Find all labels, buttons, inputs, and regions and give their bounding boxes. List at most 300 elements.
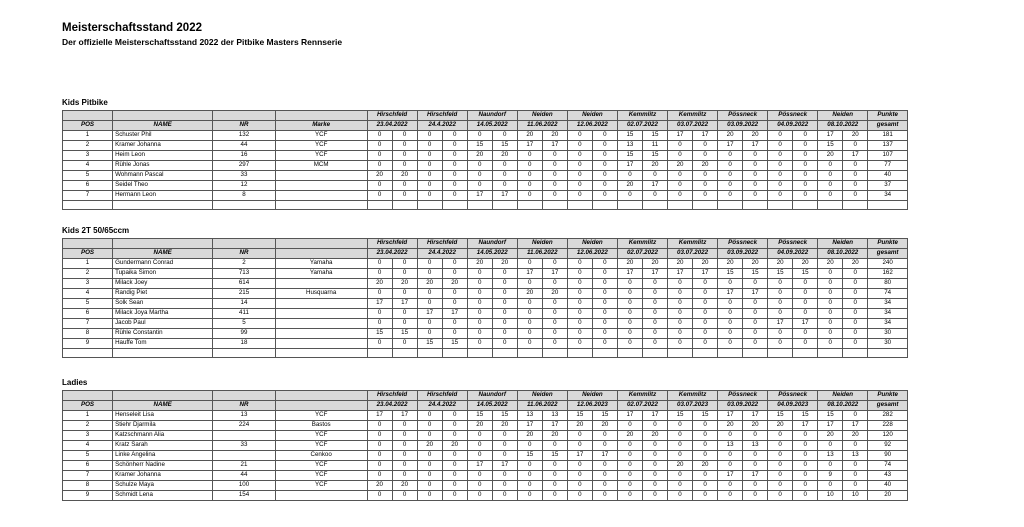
cell-total: 228 bbox=[868, 421, 908, 431]
blank-row bbox=[63, 349, 908, 358]
cell-score: 20 bbox=[542, 131, 567, 141]
cell-score: 0 bbox=[843, 461, 868, 471]
event-place: Neiden bbox=[567, 239, 617, 249]
cell-score: 0 bbox=[818, 171, 843, 181]
cell-score: 20 bbox=[442, 441, 467, 451]
cell-score: 0 bbox=[592, 279, 617, 289]
cell-score: 0 bbox=[517, 319, 542, 329]
cell-score: 0 bbox=[693, 279, 718, 289]
blank-cell bbox=[617, 201, 642, 210]
cell-brand bbox=[275, 329, 367, 339]
cell-score: 0 bbox=[442, 269, 467, 279]
cell-brand: Yamaha bbox=[275, 269, 367, 279]
cell-score: 0 bbox=[417, 299, 442, 309]
cell-score: 0 bbox=[492, 481, 517, 491]
cell-score: 15 bbox=[542, 451, 567, 461]
cell-score: 0 bbox=[442, 299, 467, 309]
cell-score: 0 bbox=[442, 451, 467, 461]
cell-score: 0 bbox=[793, 339, 818, 349]
cell-score: 0 bbox=[793, 299, 818, 309]
cell-score: 0 bbox=[442, 481, 467, 491]
blank-cell bbox=[63, 201, 113, 210]
blank-cell bbox=[213, 201, 276, 210]
cell-score: 0 bbox=[467, 471, 492, 481]
header-empty-cell bbox=[63, 391, 113, 401]
cell-total: 40 bbox=[868, 171, 908, 181]
cell-score: 15 bbox=[642, 131, 667, 141]
cell-score: 0 bbox=[818, 279, 843, 289]
cell-name: Schulze Maya bbox=[113, 481, 213, 491]
cell-score: 0 bbox=[442, 461, 467, 471]
cell-pos: 3 bbox=[63, 151, 113, 161]
event-date: 08.10.2022 bbox=[818, 249, 868, 259]
cell-score: 0 bbox=[517, 299, 542, 309]
cell-score: 0 bbox=[392, 461, 417, 471]
cell-score: 20 bbox=[718, 131, 743, 141]
cell-nr: 8 bbox=[213, 191, 276, 201]
event-date: 03.09.2022 bbox=[718, 401, 768, 411]
cell-score: 15 bbox=[768, 269, 793, 279]
blank-cell bbox=[63, 349, 113, 358]
cell-score: 0 bbox=[818, 299, 843, 309]
cell-score: 0 bbox=[367, 141, 392, 151]
cell-score: 0 bbox=[567, 171, 592, 181]
cell-score: 0 bbox=[668, 151, 693, 161]
cell-score: 17 bbox=[793, 319, 818, 329]
event-date: 02.07.2022 bbox=[617, 401, 667, 411]
cell-score: 20 bbox=[442, 279, 467, 289]
cell-score: 0 bbox=[693, 339, 718, 349]
cell-score: 0 bbox=[592, 259, 617, 269]
cell-score: 17 bbox=[467, 191, 492, 201]
cell-total: 162 bbox=[868, 269, 908, 279]
cell-pos: 1 bbox=[63, 259, 113, 269]
cell-score: 17 bbox=[718, 141, 743, 151]
blank-cell bbox=[642, 201, 667, 210]
cell-score: 0 bbox=[642, 319, 667, 329]
cell-score: 17 bbox=[693, 131, 718, 141]
cell-score: 0 bbox=[818, 339, 843, 349]
cell-score: 0 bbox=[517, 279, 542, 289]
cell-score: 0 bbox=[843, 171, 868, 181]
table-row bbox=[63, 441, 908, 451]
cell-score: 15 bbox=[617, 131, 642, 141]
cell-score: 0 bbox=[642, 481, 667, 491]
cell-brand: YCF bbox=[275, 151, 367, 161]
blank-cell bbox=[642, 349, 667, 358]
cell-score: 0 bbox=[592, 339, 617, 349]
cell-score: 17 bbox=[542, 421, 567, 431]
cell-score: 17 bbox=[642, 269, 667, 279]
cell-score: 0 bbox=[693, 141, 718, 151]
cell-score: 0 bbox=[743, 451, 768, 461]
cell-score: 0 bbox=[642, 279, 667, 289]
cell-nr: 614 bbox=[213, 279, 276, 289]
table-row bbox=[63, 461, 908, 471]
cell-score: 0 bbox=[542, 339, 567, 349]
cell-score: 20 bbox=[743, 421, 768, 431]
cell-score: 20 bbox=[367, 481, 392, 491]
cell-score: 17 bbox=[417, 309, 442, 319]
event-date: 14.05.2022 bbox=[467, 401, 517, 411]
table-row bbox=[63, 131, 908, 141]
cell-score: 0 bbox=[442, 191, 467, 201]
blank-cell bbox=[668, 201, 693, 210]
cell-score: 0 bbox=[417, 171, 442, 181]
cell-score: 0 bbox=[617, 319, 642, 329]
cell-score: 0 bbox=[668, 191, 693, 201]
cell-name: Wohmann Pascal bbox=[113, 171, 213, 181]
header-row-dates bbox=[63, 121, 908, 131]
cell-score: 0 bbox=[442, 319, 467, 329]
cell-score: 0 bbox=[718, 451, 743, 461]
cell-score: 0 bbox=[592, 441, 617, 451]
cell-pos: 3 bbox=[63, 431, 113, 441]
cell-score: 0 bbox=[668, 481, 693, 491]
cell-score: 0 bbox=[617, 441, 642, 451]
cell-score: 0 bbox=[417, 161, 442, 171]
cell-score: 0 bbox=[718, 309, 743, 319]
cell-score: 20 bbox=[417, 441, 442, 451]
cell-score: 0 bbox=[517, 481, 542, 491]
col-header-brand: Marke bbox=[275, 121, 367, 131]
header-empty-cell bbox=[275, 111, 367, 121]
cell-score: 0 bbox=[718, 171, 743, 181]
cell-score: 17 bbox=[367, 299, 392, 309]
cell-pos: 5 bbox=[63, 451, 113, 461]
cell-score: 0 bbox=[818, 319, 843, 329]
cell-score: 0 bbox=[417, 421, 442, 431]
cell-score: 0 bbox=[693, 319, 718, 329]
cell-score: 11 bbox=[642, 141, 667, 151]
cell-score: 17 bbox=[743, 289, 768, 299]
cell-pos: 6 bbox=[63, 461, 113, 471]
cell-score: 0 bbox=[442, 259, 467, 269]
cell-score: 0 bbox=[642, 329, 667, 339]
blank-cell bbox=[392, 201, 417, 210]
cell-score: 0 bbox=[467, 431, 492, 441]
cell-total: 37 bbox=[868, 181, 908, 191]
cell-score: 17 bbox=[517, 421, 542, 431]
cell-nr: 713 bbox=[213, 269, 276, 279]
header-empty-cell bbox=[275, 239, 367, 249]
cell-nr: 154 bbox=[213, 491, 276, 501]
cell-score: 20 bbox=[567, 421, 592, 431]
blank-cell bbox=[693, 349, 718, 358]
cell-score: 17 bbox=[442, 309, 467, 319]
cell-score: 0 bbox=[392, 471, 417, 481]
cell-score: 0 bbox=[693, 421, 718, 431]
cell-score: 0 bbox=[567, 319, 592, 329]
cell-score: 0 bbox=[567, 471, 592, 481]
cell-score: 0 bbox=[567, 461, 592, 471]
cell-score: 0 bbox=[492, 441, 517, 451]
cell-score: 0 bbox=[592, 481, 617, 491]
cell-brand: MCM bbox=[275, 161, 367, 171]
cell-score: 0 bbox=[467, 441, 492, 451]
cell-score: 20 bbox=[718, 259, 743, 269]
cell-score: 0 bbox=[768, 299, 793, 309]
cell-score: 20 bbox=[693, 461, 718, 471]
cell-score: 15 bbox=[367, 329, 392, 339]
cell-total: 240 bbox=[868, 259, 908, 269]
cell-score: 20 bbox=[392, 279, 417, 289]
event-date: 04.09.2022 bbox=[768, 249, 818, 259]
standings-table bbox=[62, 390, 908, 501]
cell-score: 17 bbox=[642, 411, 667, 421]
cell-score: 0 bbox=[793, 151, 818, 161]
cell-name: Schmidt Lena bbox=[113, 491, 213, 501]
table-row bbox=[63, 171, 908, 181]
blank-cell bbox=[818, 201, 843, 210]
event-date: 23.04.2022 bbox=[367, 401, 417, 411]
cell-score: 0 bbox=[542, 259, 567, 269]
event-place: Kemmlitz bbox=[668, 391, 718, 401]
cell-score: 0 bbox=[442, 421, 467, 431]
cell-score: 0 bbox=[492, 279, 517, 289]
cell-score: 0 bbox=[492, 471, 517, 481]
blank-cell bbox=[492, 201, 517, 210]
cell-score: 0 bbox=[517, 309, 542, 319]
cell-score: 0 bbox=[392, 181, 417, 191]
cell-score: 0 bbox=[743, 319, 768, 329]
cell-score: 0 bbox=[417, 451, 442, 461]
cell-score: 20 bbox=[517, 289, 542, 299]
table-row bbox=[63, 451, 908, 461]
cell-pos: 2 bbox=[63, 269, 113, 279]
cell-score: 15 bbox=[467, 411, 492, 421]
cell-score: 17 bbox=[617, 161, 642, 171]
cell-score: 17 bbox=[542, 141, 567, 151]
header-empty-cell bbox=[63, 239, 113, 249]
cell-total: 90 bbox=[868, 451, 908, 461]
event-date: 03.07.2023 bbox=[668, 401, 718, 411]
cell-pos: 6 bbox=[63, 309, 113, 319]
cell-score: 0 bbox=[793, 431, 818, 441]
cell-score: 0 bbox=[768, 431, 793, 441]
blank-cell bbox=[492, 349, 517, 358]
cell-score: 0 bbox=[492, 339, 517, 349]
table-row bbox=[63, 259, 908, 269]
blank-cell bbox=[843, 201, 868, 210]
cell-score: 0 bbox=[392, 319, 417, 329]
cell-score: 0 bbox=[743, 461, 768, 471]
cell-score: 17 bbox=[743, 411, 768, 421]
blank-cell bbox=[517, 201, 542, 210]
cell-score: 15 bbox=[492, 141, 517, 151]
event-date: 12.06.2023 bbox=[567, 401, 617, 411]
cell-score: 0 bbox=[392, 491, 417, 501]
table-row bbox=[63, 491, 908, 501]
event-place: Neiden bbox=[567, 391, 617, 401]
cell-score: 0 bbox=[392, 339, 417, 349]
cell-score: 0 bbox=[617, 299, 642, 309]
cell-score: 20 bbox=[743, 259, 768, 269]
cell-brand: Yamaha bbox=[275, 259, 367, 269]
col-header-pos: POS bbox=[63, 121, 113, 131]
cell-brand: YCF bbox=[275, 141, 367, 151]
cell-nr: 33 bbox=[213, 441, 276, 451]
section-title: Ladies bbox=[62, 378, 88, 387]
header-empty-cell bbox=[275, 391, 367, 401]
cell-score: 15 bbox=[793, 411, 818, 421]
event-date: 02.07.2022 bbox=[617, 249, 667, 259]
cell-score: 0 bbox=[492, 319, 517, 329]
cell-score: 0 bbox=[492, 299, 517, 309]
cell-score: 0 bbox=[467, 339, 492, 349]
cell-score: 20 bbox=[768, 421, 793, 431]
cell-score: 0 bbox=[542, 319, 567, 329]
cell-score: 17 bbox=[392, 411, 417, 421]
cell-score: 17 bbox=[718, 471, 743, 481]
col-header-brand-empty bbox=[275, 249, 367, 259]
event-place: Neiden bbox=[517, 239, 567, 249]
cell-nr: 13 bbox=[213, 411, 276, 421]
cell-nr: 100 bbox=[213, 481, 276, 491]
cell-nr: 18 bbox=[213, 339, 276, 349]
cell-pos: 2 bbox=[63, 141, 113, 151]
event-date: 08.10.2022 bbox=[818, 121, 868, 131]
cell-name: Gundermann Conrad bbox=[113, 259, 213, 269]
cell-score: 0 bbox=[492, 161, 517, 171]
table-row bbox=[63, 141, 908, 151]
cell-name: Schönherr Nadine bbox=[113, 461, 213, 471]
cell-score: 0 bbox=[617, 491, 642, 501]
cell-score: 0 bbox=[768, 151, 793, 161]
blank-cell bbox=[718, 349, 743, 358]
event-place: Pössneck bbox=[718, 111, 768, 121]
event-date: 24.4.2022 bbox=[417, 401, 467, 411]
table-row bbox=[63, 151, 908, 161]
cell-score: 0 bbox=[818, 309, 843, 319]
cell-nr: 2 bbox=[213, 259, 276, 269]
cell-score: 0 bbox=[642, 191, 667, 201]
cell-score: 0 bbox=[617, 171, 642, 181]
cell-score: 0 bbox=[642, 339, 667, 349]
blank-cell bbox=[417, 201, 442, 210]
cell-total: 74 bbox=[868, 461, 908, 471]
cell-score: 0 bbox=[392, 151, 417, 161]
cell-score: 0 bbox=[668, 319, 693, 329]
cell-score: 0 bbox=[818, 481, 843, 491]
event-place: Pössneck bbox=[768, 111, 818, 121]
cell-brand: Cenkoo bbox=[275, 451, 367, 461]
cell-score: 0 bbox=[392, 431, 417, 441]
cell-score: 0 bbox=[768, 289, 793, 299]
cell-score: 0 bbox=[367, 421, 392, 431]
cell-score: 0 bbox=[517, 171, 542, 181]
cell-score: 17 bbox=[542, 269, 567, 279]
cell-pos: 5 bbox=[63, 171, 113, 181]
table-row bbox=[63, 329, 908, 339]
cell-score: 0 bbox=[793, 141, 818, 151]
blank-cell bbox=[592, 349, 617, 358]
cell-score: 0 bbox=[367, 289, 392, 299]
cell-score: 0 bbox=[743, 339, 768, 349]
cell-score: 0 bbox=[492, 131, 517, 141]
table-row bbox=[63, 161, 908, 171]
cell-score: 0 bbox=[567, 141, 592, 151]
cell-score: 0 bbox=[567, 299, 592, 309]
cell-score: 0 bbox=[718, 491, 743, 501]
cell-score: 0 bbox=[843, 471, 868, 481]
cell-score: 0 bbox=[442, 141, 467, 151]
cell-score: 0 bbox=[567, 329, 592, 339]
cell-score: 15 bbox=[467, 141, 492, 151]
cell-score: 0 bbox=[668, 181, 693, 191]
cell-score: 17 bbox=[743, 141, 768, 151]
blank-cell bbox=[442, 349, 467, 358]
cell-score: 0 bbox=[768, 441, 793, 451]
cell-score: 0 bbox=[668, 421, 693, 431]
event-place: Pössneck bbox=[768, 391, 818, 401]
cell-score: 0 bbox=[567, 161, 592, 171]
cell-score: 0 bbox=[793, 451, 818, 461]
cell-score: 20 bbox=[492, 151, 517, 161]
cell-score: 0 bbox=[592, 299, 617, 309]
cell-score: 0 bbox=[793, 329, 818, 339]
cell-score: 13 bbox=[718, 441, 743, 451]
cell-score: 0 bbox=[793, 289, 818, 299]
cell-score: 0 bbox=[668, 329, 693, 339]
col-header-brand-empty bbox=[275, 401, 367, 411]
section-title: Kids Pitbike bbox=[62, 98, 108, 107]
cell-nr: 12 bbox=[213, 181, 276, 191]
blank-cell bbox=[793, 201, 818, 210]
table-row bbox=[63, 191, 908, 201]
cell-score: 0 bbox=[417, 259, 442, 269]
cell-brand bbox=[275, 319, 367, 329]
cell-pos: 1 bbox=[63, 411, 113, 421]
event-date: 03.09.2022 bbox=[718, 249, 768, 259]
cell-score: 0 bbox=[542, 329, 567, 339]
cell-score: 20 bbox=[467, 421, 492, 431]
cell-score: 0 bbox=[718, 161, 743, 171]
blank-cell bbox=[442, 201, 467, 210]
cell-score: 0 bbox=[417, 131, 442, 141]
cell-score: 0 bbox=[592, 161, 617, 171]
cell-score: 0 bbox=[718, 181, 743, 191]
cell-score: 0 bbox=[517, 191, 542, 201]
cell-score: 0 bbox=[442, 411, 467, 421]
event-place: Pössneck bbox=[768, 239, 818, 249]
cell-total: 77 bbox=[868, 161, 908, 171]
cell-total: 34 bbox=[868, 309, 908, 319]
cell-score: 15 bbox=[693, 411, 718, 421]
cell-score: 20 bbox=[843, 131, 868, 141]
table-row bbox=[63, 421, 908, 431]
cell-score: 0 bbox=[768, 181, 793, 191]
cell-total: 181 bbox=[868, 131, 908, 141]
cell-score: 0 bbox=[718, 279, 743, 289]
cell-score: 0 bbox=[392, 309, 417, 319]
cell-score: 0 bbox=[542, 161, 567, 171]
col-header-name: NAME bbox=[113, 401, 213, 411]
blank-cell bbox=[517, 349, 542, 358]
cell-score: 13 bbox=[843, 451, 868, 461]
cell-score: 0 bbox=[417, 269, 442, 279]
cell-score: 15 bbox=[517, 451, 542, 461]
cell-total: 34 bbox=[868, 299, 908, 309]
cell-score: 20 bbox=[417, 279, 442, 289]
cell-brand: YCF bbox=[275, 411, 367, 421]
cell-score: 0 bbox=[542, 171, 567, 181]
cell-total: 120 bbox=[868, 431, 908, 441]
cell-score: 17 bbox=[492, 191, 517, 201]
event-date: 11.06.2022 bbox=[517, 249, 567, 259]
cell-total: 80 bbox=[868, 279, 908, 289]
cell-score: 0 bbox=[517, 181, 542, 191]
